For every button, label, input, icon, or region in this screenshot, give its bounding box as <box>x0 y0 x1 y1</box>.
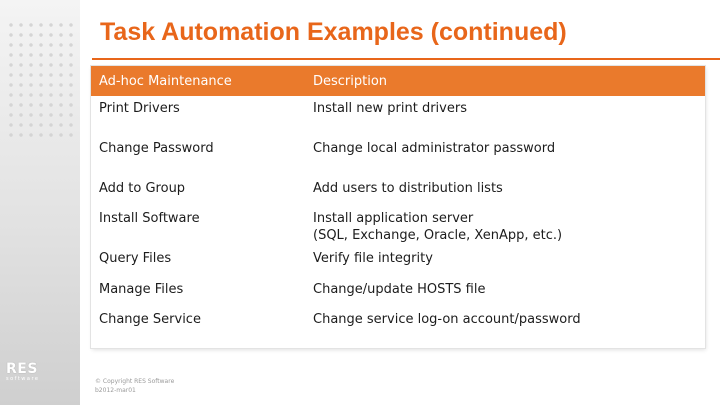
description-cell: Install new print drivers <box>313 101 467 116</box>
description-cell: Change local administrator password <box>313 141 556 156</box>
table-header-row <box>91 66 705 96</box>
header-ad-hoc-maintenance: Ad-hoc Maintenance <box>99 74 232 89</box>
task-cell: Query Files <box>99 251 172 266</box>
description-cell: Verify file integrity <box>313 251 433 266</box>
task-cell: Print Drivers <box>99 101 180 116</box>
task-cell: Install Software <box>99 211 200 226</box>
task-cell: Change Password <box>99 141 214 156</box>
copyright-line: © Copyright RES Software <box>95 378 175 385</box>
logo-main-text: RES <box>6 361 38 377</box>
description-cell: Change service log-on account/password <box>313 312 581 327</box>
task-cell: Add to Group <box>99 181 186 196</box>
task-table <box>91 66 705 348</box>
task-cell: Change Service <box>99 312 201 327</box>
task-cell: Manage Files <box>99 282 184 297</box>
header-description: Description <box>313 74 388 89</box>
title-underline <box>92 58 720 60</box>
dot-pattern <box>6 20 74 140</box>
left-sidebar <box>0 0 80 405</box>
description-cell: Change/update HOSTS file <box>313 282 486 297</box>
description-cell: Add users to distribution lists <box>313 181 503 196</box>
description-cell-line2: (SQL, Exchange, Oracle, XenApp, etc.) <box>313 228 563 243</box>
slide-title: Task Automation Examples (continued) <box>100 18 567 46</box>
description-cell: Install application server <box>313 211 474 226</box>
footer-copyright <box>95 377 174 395</box>
document-code: b2012-mar01 <box>95 387 136 394</box>
res-software-logo <box>6 362 50 383</box>
logo-sub-text: software <box>6 376 40 382</box>
